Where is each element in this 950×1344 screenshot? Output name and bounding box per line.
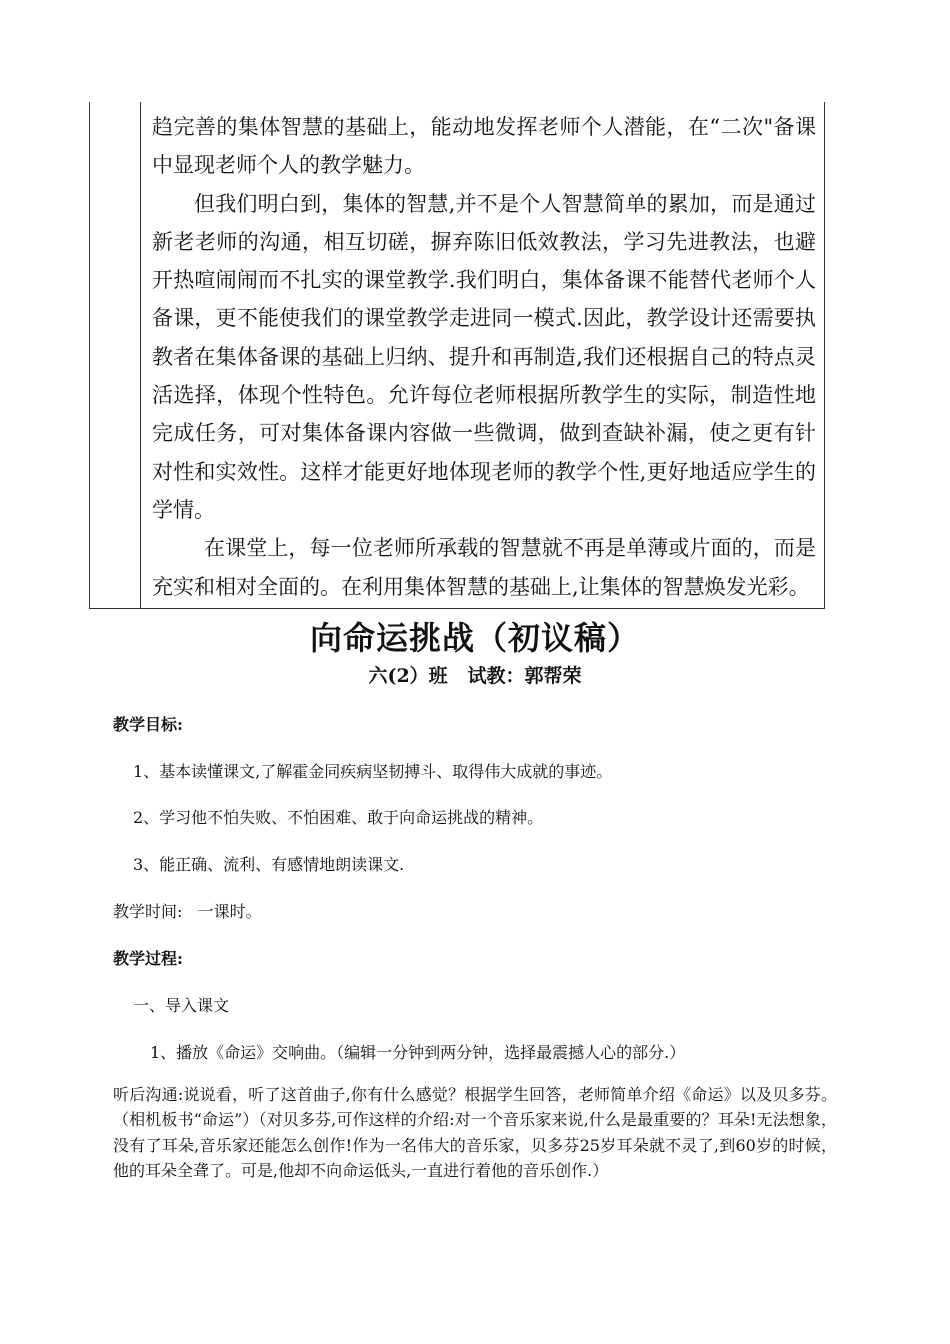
lesson-subtitle: 六(2）班 试教：郭帮荣 [368,665,582,687]
section-heading-1: 一、导入课文 [133,996,230,1015]
process-heading: 教学过程: [113,949,183,968]
step-item-1: 1、播放《命运》交响曲。（编辑一分钟到两分钟，选择最震撼人心的部分.） [150,1043,686,1062]
goals-heading: 教学目标: [113,715,183,734]
goal-item-2: 2、学习他不怕失败、不怕困难、敢于向命运挑战的精神。 [133,808,544,827]
table-paragraph-1: 趋完善的集体智慧的基础上，能动地发挥老师个人潜能，在“二次"备课中显现老师个人的教学魅力。 [152,115,816,178]
continuation-table [89,102,825,609]
table-content-cell [152,108,816,606]
discussion-paragraph: 听后沟通:说说看，听了这首曲子,你有什么感觉？根据学生回答，老师简单介绍《命运》以及贝多芬。（相机板书“命运”）（对贝多芬,可作这样的介绍:对一个音乐家来说,什么是最重要的？耳朵!无法想象，没有了耳朵,音乐家还能怎么创作!作为一名伟大的音乐家，贝多芬25岁耳朵就不灵了,到60岁的时候，他的耳朵全聋了。可是,他却不向命运低头,一直进行着他的音乐创作.） [113,1085,837,1180]
goal-item-1: 1、基本读懂课文,了解霍金同疾病坚韧搏斗、取得伟大成就的事迹。 [133,762,613,781]
table-paragraph-2: 但我们明白到，集体的智慧,并不是个人智慧简单的累加，而是通过新老老师的沟通，相互切磋，摒弃陈旧低效教法，学习先进教法，也避开热喧闹闹而不扎实的课堂教学.我们明白，集体备课不能替代老师个人备课，更不能使我们的课堂教学走进同一模式.因此，教学设计还需要执教者在集体备课的基础上归纳、提升和再制造,我们还根据自己的特点灵活选择，体现个性特色。允许每位老师根据所教学生的实际，制造性地完成任务，可对集体备课内容做一些微调，做到查缺补漏，使之更有针对性和实效性。这样才能更好地体现老师的教学个性,更好地适应学生的学情。 [152,191,816,522]
goal-item-3: 3、能正确、流利、有感情地朗读课文. [133,855,405,874]
lesson-title: 向命运挑战（初议稿） [309,619,640,657]
teaching-time: 教学时间: 一课时。 [113,902,262,921]
table-paragraph-3: 在课堂上，每一位老师所承载的智慧就不再是单薄或片面的，而是充实和相对全面的。在利用集体智慧的基础上,让集体的智慧焕发光彩。 [152,536,816,599]
column-divider [140,102,141,608]
